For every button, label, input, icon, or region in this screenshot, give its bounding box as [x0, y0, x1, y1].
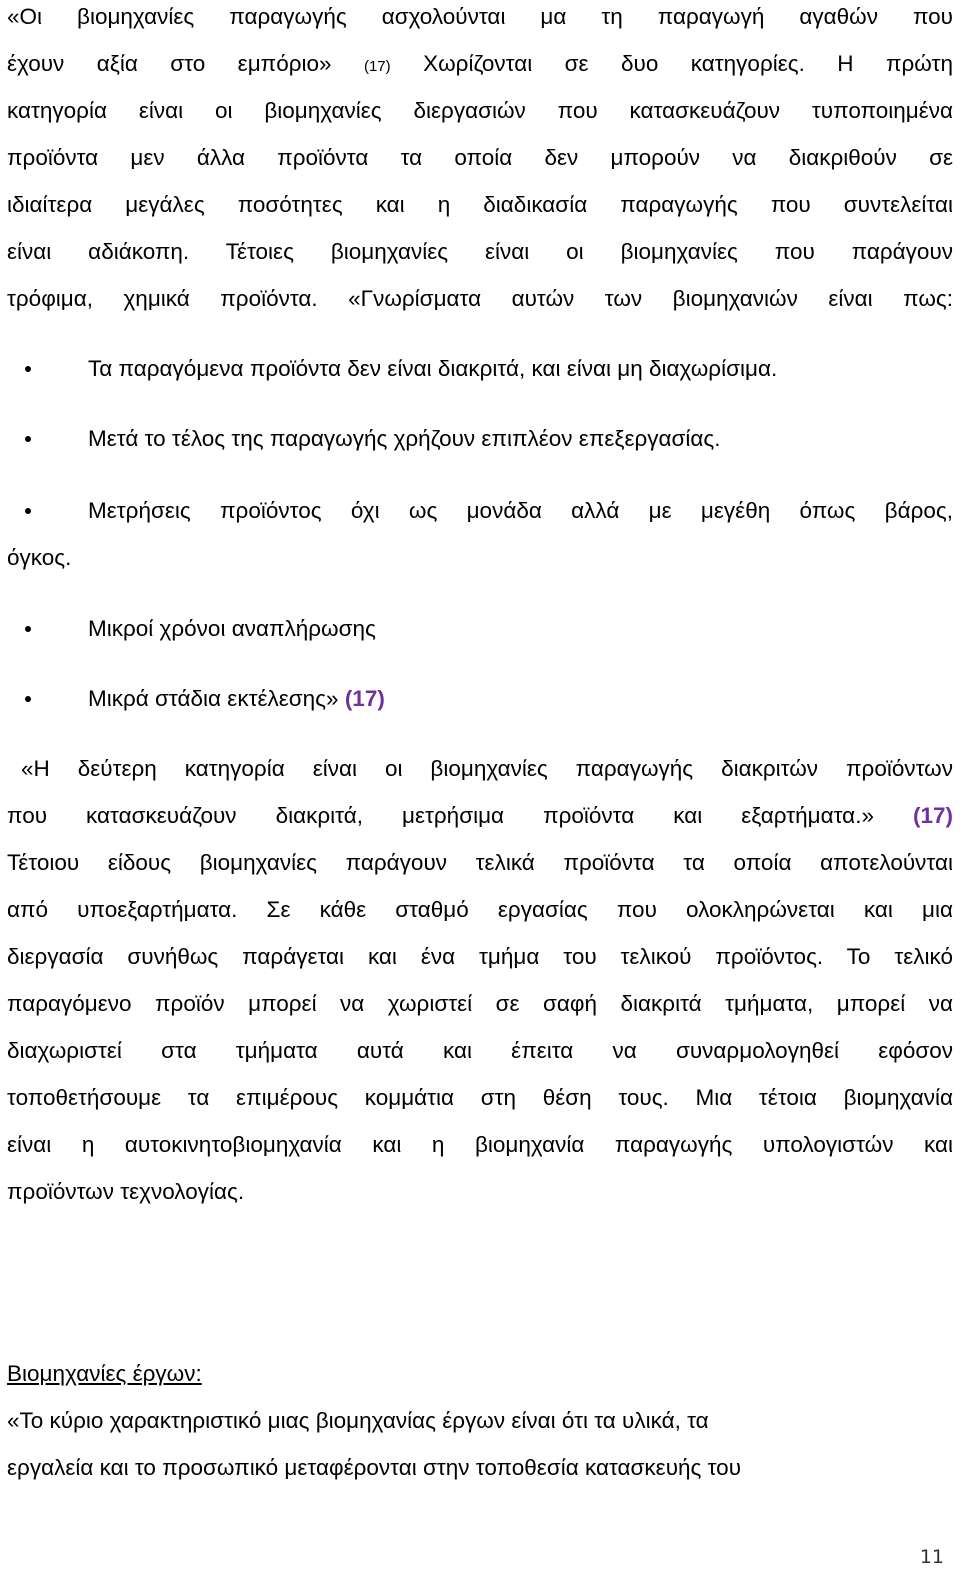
bullet-icon [25, 436, 31, 442]
list-item-continuation: όγκος. [7, 545, 72, 570]
text-fragment: Χωρίζονται σε δυο κατηγορίες. Η πρώτη [423, 51, 953, 76]
text-line: είναι η αυτοκινητοβιομηχανία και η βιομηχανία παραγωγής υπολογιστών και [7, 1132, 953, 1157]
text-fragment: που κατασκευάζουν διακριτά, μετρήσιμα προϊόντα και εξαρτήματα.» [7, 803, 874, 828]
list-item-text [88, 675, 953, 722]
citation-reference: (17) [912, 803, 953, 828]
paragraph-discrete-industries [7, 745, 953, 1215]
text-line: εργαλεία και το προσωπικό μεταφέρονται στην τοποθεσία κατασκευής του [7, 1455, 741, 1480]
bullet-icon [25, 626, 31, 632]
text-line: «Οι βιομηχανίες παραγωγής ασχολούνται μα τη παραγωγή αγαθών που [7, 4, 953, 29]
paragraph-intro [7, 0, 953, 322]
section-heading: Βιομηχανίες έργων: [7, 1361, 202, 1386]
list-item-text: Μετρήσεις προϊόντος όχι ως μονάδα αλλά με μεγέθη όπως βάρος, [88, 498, 953, 523]
text-line: Τέτοιου είδους βιομηχανίες παράγουν τελικά προϊόντα τα οποία αποτελούνται [7, 850, 953, 875]
text-line: «Η δεύτερη κατηγορία είναι οι βιομηχανίες παραγωγής διακριτών προϊόντων [21, 756, 953, 781]
paragraph-project-industries [7, 1397, 953, 1491]
text-line: από υποεξαρτήματα. Σε κάθε σταθμό εργασίας που ολοκληρώνεται και μια [7, 897, 953, 922]
document-page [7, 0, 953, 1588]
text-line: προϊόντων τεχνολογίας. [7, 1179, 245, 1204]
text-line: προϊόντα μεν άλλα προϊόντα τα οποία δεν μπορούν να διακριθούν σε [7, 145, 953, 170]
text-line: κατηγορία είναι οι βιομηχανίες διεργασιών που κατασκευάζουν τυποποιημένα [7, 98, 953, 123]
bullet-icon [25, 696, 31, 702]
text-line: διεργασία συνήθως παράγεται και ένα τμήμα του τελικού προϊόντος. Το τελικό [7, 944, 953, 969]
text-line: «Το κύριο χαρακτηριστικό μιας βιομηχανίας έργων είναι ότι τα υλικά, τα [7, 1408, 709, 1433]
text-fragment: έχουν αξία στο εμπόριο» [7, 51, 332, 76]
list-item-text-fragment: Μικρά στάδια εκτέλεσης» [88, 686, 339, 711]
page-number: 11 [919, 1546, 944, 1568]
list-item-text: Μικροί χρόνοι αναπλήρωσης [88, 616, 376, 641]
text-line: είναι αδιάκοπη. Τέτοιες βιομηχανίες είναι οι βιομηχανίες που παράγουν [7, 239, 953, 264]
text-line: τρόφιμα, χημικά προϊόντα. «Γνωρίσματα αυτών των βιομηχανιών είναι πως: [7, 286, 953, 311]
citation-reference: (17) [344, 686, 385, 711]
text-line: ιδιαίτερα μεγάλες ποσότητες και η διαδικασία παραγωγής που συντελείται [7, 192, 953, 217]
text-line: τοποθετήσουμε τα επιμέρους κομμάτια στη θέση τους. Μια τέτοια βιομηχανία [7, 1085, 953, 1110]
text-line: διαχωριστεί στα τμήματα αυτά και έπειτα να συναρμολογηθεί εφόσον [7, 1038, 953, 1063]
list-item-text: Τα παραγόμενα προϊόντα δεν είναι διακριτά, και είναι μη διαχωρίσιμα. [88, 356, 778, 381]
list-item-text: Μετά το τέλος της παραγωγής χρήζουν επιπλέον επεξεργασίας. [88, 426, 721, 451]
text-line [7, 40, 953, 87]
inline-reference: (17) [363, 58, 391, 75]
bullet-icon [25, 508, 31, 514]
bullet-icon [25, 366, 31, 372]
text-line [7, 792, 953, 839]
text-line: παραγόμενο προϊόν μπορεί να χωριστεί σε σαφή διακριτά τμήματα, μπορεί να [7, 991, 953, 1016]
